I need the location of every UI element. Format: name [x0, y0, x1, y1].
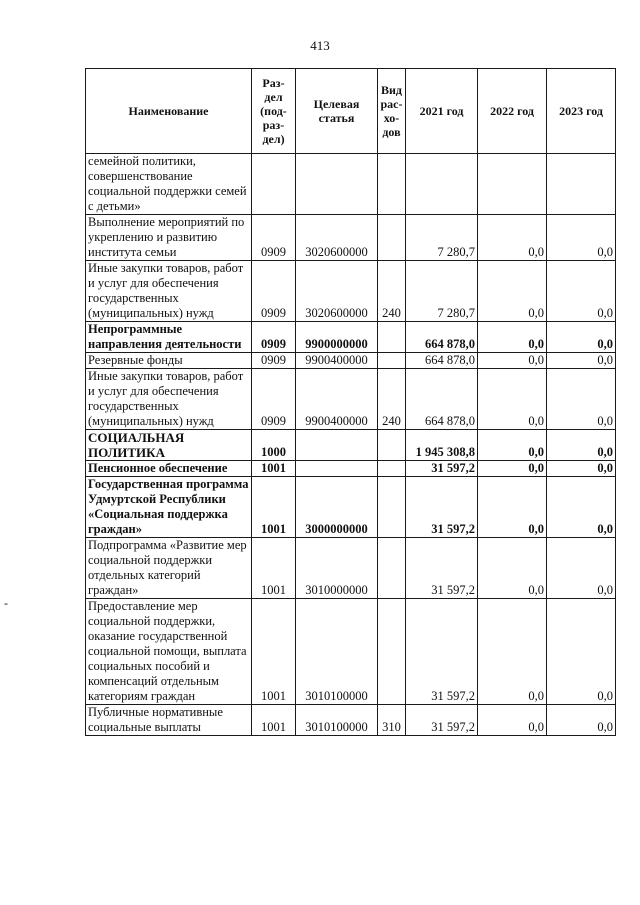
- cell-2022: 0,0: [478, 430, 547, 461]
- cell-section: 1000: [252, 430, 296, 461]
- cell-target: 9900400000: [296, 353, 378, 369]
- header-kvr: Вид рас- хо- дов: [378, 69, 406, 154]
- cell-target: 3020600000: [296, 261, 378, 322]
- cell-2022: 0,0: [478, 705, 547, 736]
- cell-2021: 664 878,0: [406, 353, 478, 369]
- cell-section: 1001: [252, 538, 296, 599]
- cell-target: 3010100000: [296, 705, 378, 736]
- table-row: [86, 599, 616, 705]
- cell-2023: 0,0: [547, 353, 616, 369]
- cell-2022: 0,0: [478, 477, 547, 538]
- cell-kvr: 240: [378, 369, 406, 430]
- cell-name: Выполнение мероприятий по укреплению и развитию института семьи: [86, 215, 252, 261]
- cell-section: 1001: [252, 477, 296, 538]
- cell-section: 0909: [252, 353, 296, 369]
- cell-section: 1001: [252, 599, 296, 705]
- header-target: Целевая статья: [296, 69, 378, 154]
- cell-target: 9900400000: [296, 369, 378, 430]
- cell-kvr: [378, 599, 406, 705]
- margin-mark: -: [4, 596, 8, 610]
- cell-name: Государственная программа Удмуртской Республики «Социальная поддержка граждан»: [86, 477, 252, 538]
- cell-target: 9900000000: [296, 322, 378, 353]
- cell-name: Публичные нормативные социальные выплаты: [86, 705, 252, 736]
- table-row: [86, 705, 616, 736]
- cell-2022: 0,0: [478, 322, 547, 353]
- table-row: [86, 538, 616, 599]
- cell-target: 3010100000: [296, 599, 378, 705]
- cell-name: Пенсионное обеспечение: [86, 461, 252, 477]
- cell-2022: 0,0: [478, 538, 547, 599]
- cell-2023: 0,0: [547, 322, 616, 353]
- cell-2021: 31 597,2: [406, 461, 478, 477]
- cell-section: 0909: [252, 261, 296, 322]
- cell-kvr: [378, 461, 406, 477]
- cell-2022: [478, 154, 547, 215]
- cell-section: [252, 154, 296, 215]
- cell-kvr: [378, 215, 406, 261]
- cell-kvr: 240: [378, 261, 406, 322]
- cell-2021: 31 597,2: [406, 538, 478, 599]
- table-row: [86, 353, 616, 369]
- cell-kvr: [378, 322, 406, 353]
- cell-kvr: [378, 477, 406, 538]
- cell-2022: 0,0: [478, 369, 547, 430]
- header-name: Наименование: [86, 69, 252, 154]
- cell-2021: 31 597,2: [406, 705, 478, 736]
- cell-name: Резервные фонды: [86, 353, 252, 369]
- table-row: [86, 322, 616, 353]
- page-number: 413: [310, 38, 330, 53]
- cell-section: 0909: [252, 215, 296, 261]
- cell-2021: 664 878,0: [406, 322, 478, 353]
- table-row: [86, 430, 616, 461]
- table-body: [86, 154, 616, 736]
- cell-2021: [406, 154, 478, 215]
- cell-2021: 31 597,2: [406, 477, 478, 538]
- header-2023: 2023 год: [547, 69, 616, 154]
- cell-target: [296, 430, 378, 461]
- table-header-row: [86, 69, 616, 154]
- cell-2022: 0,0: [478, 599, 547, 705]
- cell-section: 1001: [252, 705, 296, 736]
- cell-2023: 0,0: [547, 215, 616, 261]
- cell-target: [296, 461, 378, 477]
- cell-2022: 0,0: [478, 461, 547, 477]
- cell-2021: 7 280,7: [406, 261, 478, 322]
- cell-2022: 0,0: [478, 261, 547, 322]
- cell-2021: 31 597,2: [406, 599, 478, 705]
- header-2022: 2022 год: [478, 69, 547, 154]
- cell-section: 1001: [252, 461, 296, 477]
- budget-table: [85, 68, 616, 736]
- table-row: [86, 261, 616, 322]
- cell-2023: 0,0: [547, 461, 616, 477]
- cell-2023: 0,0: [547, 430, 616, 461]
- cell-2021: 1 945 308,8: [406, 430, 478, 461]
- cell-2023: 0,0: [547, 261, 616, 322]
- cell-name: Предоставление мер социальной поддержки, оказание государственной социальной помощи, выплата социальных пособий и компенсаций отдельным категориям граждан: [86, 599, 252, 705]
- table-row: [86, 369, 616, 430]
- cell-kvr: 310: [378, 705, 406, 736]
- cell-2023: 0,0: [547, 477, 616, 538]
- cell-kvr: [378, 538, 406, 599]
- cell-target: 3000000000: [296, 477, 378, 538]
- cell-2021: 7 280,7: [406, 215, 478, 261]
- cell-target: 3020600000: [296, 215, 378, 261]
- header-2021: 2021 год: [406, 69, 478, 154]
- cell-2022: 0,0: [478, 353, 547, 369]
- table-row: [86, 154, 616, 215]
- cell-2022: 0,0: [478, 215, 547, 261]
- cell-section: 0909: [252, 322, 296, 353]
- cell-kvr: [378, 154, 406, 215]
- table-row: [86, 477, 616, 538]
- cell-name: Иные закупки товаров, работ и услуг для обеспечения государственных (муниципальных) нужд: [86, 369, 252, 430]
- cell-name: Иные закупки товаров, работ и услуг для обеспечения государственных (муниципальных) нужд: [86, 261, 252, 322]
- cell-2023: 0,0: [547, 369, 616, 430]
- cell-name: семейной политики, совершенствование социальной поддержки семей с детьми»: [86, 154, 252, 215]
- cell-target: 3010000000: [296, 538, 378, 599]
- cell-name: Непрограммные направления деятельности: [86, 322, 252, 353]
- cell-target: [296, 154, 378, 215]
- table-row: [86, 461, 616, 477]
- cell-2023: 0,0: [547, 538, 616, 599]
- cell-2023: 0,0: [547, 599, 616, 705]
- cell-name: СОЦИАЛЬНАЯ ПОЛИТИКА: [86, 430, 252, 461]
- cell-2023: 0,0: [547, 705, 616, 736]
- cell-2023: [547, 154, 616, 215]
- cell-2021: 664 878,0: [406, 369, 478, 430]
- cell-kvr: [378, 353, 406, 369]
- table-row: [86, 215, 616, 261]
- cell-kvr: [378, 430, 406, 461]
- header-section: Раз- дел (под- раз- дел): [252, 69, 296, 154]
- cell-name: Подпрограмма «Развитие мер социальной поддержки отдельных категорий граждан»: [86, 538, 252, 599]
- cell-section: 0909: [252, 369, 296, 430]
